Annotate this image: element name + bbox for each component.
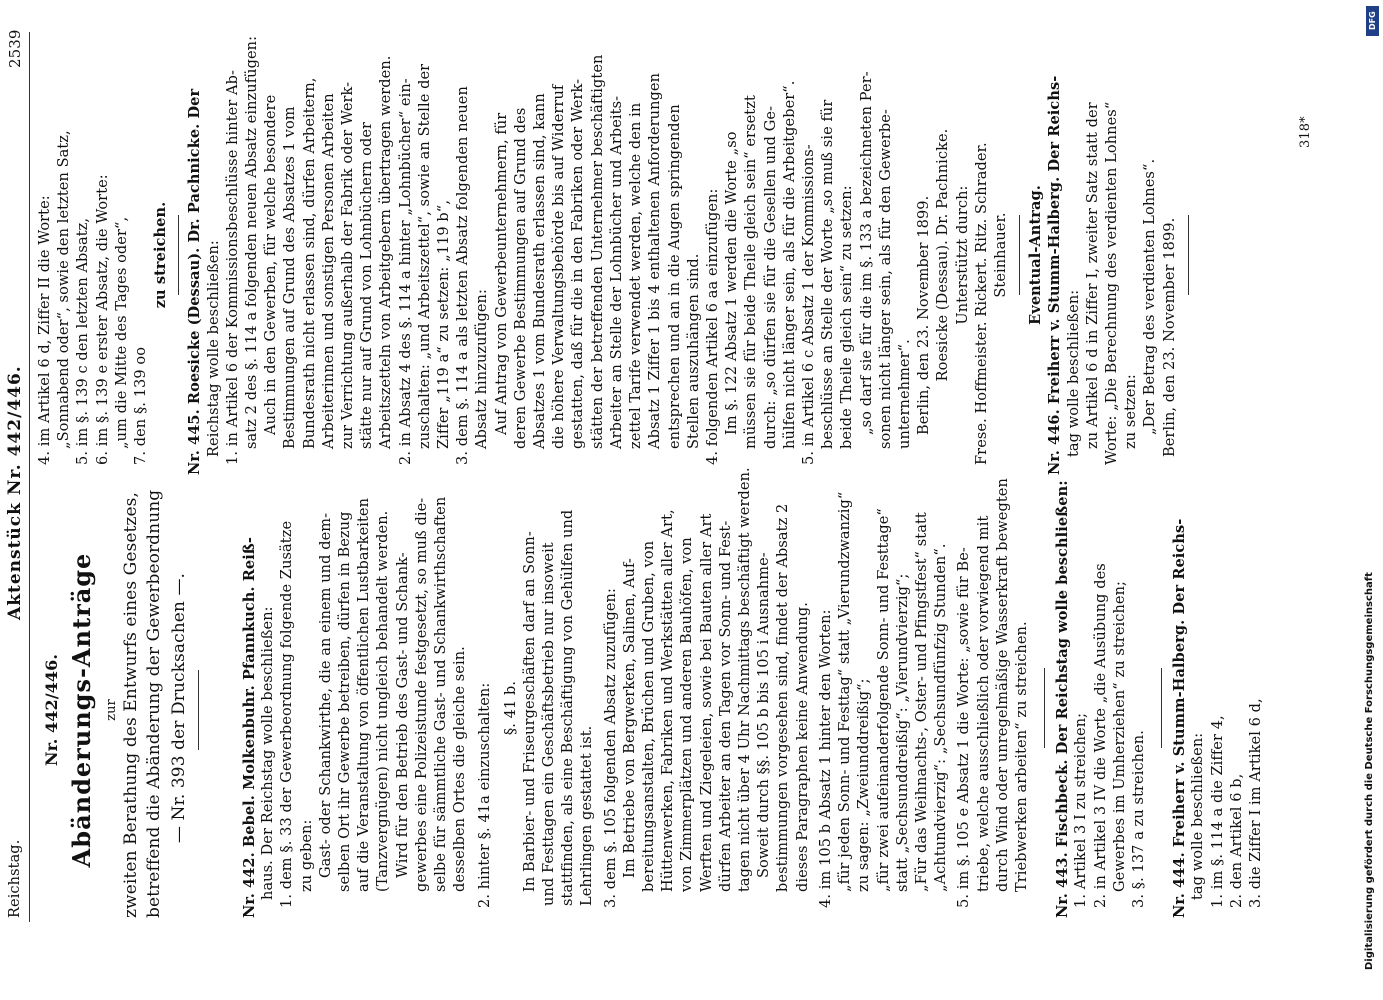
col1-line: Gewerbes im Umherziehen“ zu streichen; [1111,580,1128,892]
title-rule [198,670,199,750]
col2-line: Bestimmungen auf Grund des Absatzes 1 vom [282,106,299,449]
col2-line: stätte nur auf Grund von Lohnbüchern oder [359,121,376,449]
col2-line: Auf Antrag von Gewerbeunternehmern, für [493,112,510,435]
col2-line: Nr. 446. Freiherr v. Stumm-Halberg. Der Reichs- [1046,75,1064,475]
col1-line: tag wolle beschließen: [1190,732,1207,900]
col1-line: Nr. 442. Bebel. Molkenbuhr. Pfannkuch. Reiß- [241,536,258,918]
col1-line: zu sagen: „Zweiunddreißig“; [856,678,873,892]
col2-line: Berlin, den 23. November 1899. [1161,217,1178,457]
col2-line: Steinhauer. [992,212,1009,298]
col2-line: 4. im Artikel 6 d, Ziffer II die Worte: [37,195,53,465]
col1-line: auf die Veranstaltung von öffentlichen Lustbarkeiten [356,497,373,892]
col1-line: 2. hinter §. 41a einzuschalten: [477,682,494,908]
col2-line: 4. folgenden Artikel 6 aa einzufügen: [704,188,721,465]
col2-line: zu streichen. [152,201,170,309]
col1-line: In Barbier- und Friseurgeschäften darf an Sonn- [521,531,538,892]
title-line2: betreffend die Abänderung der Gewerbeordnung [144,489,164,918]
col2-rule [1188,215,1189,295]
col1-line: „Achtundvierzig“: „Sechsundfünfzig Stunden“. [933,543,950,892]
col1-line: 2. den Artikel 6 b, [1228,773,1245,908]
col2-line: Reichstag wolle beschließen: [205,240,222,457]
col2-line: Berlin, den 23. November 1899. [916,195,933,435]
col1-line: Im Betriebe von Bergwerken, Salinen, Auf- [621,558,638,878]
col1-line: „für zwei aufeinanderfolgende Sonn- und Festtage“ [875,508,892,892]
col2-line: „Sonnabend oder“, sowie den letzten Satz, [56,130,73,449]
col1-line: 1. Artikel 3 I zu streichen; [1073,712,1090,908]
col1-line: 3. die Ziffer I im Artikel 6 d, [1247,698,1264,908]
col1-line: selben Ort ihr Gewerbe betreiben, dürfen in Bezug [337,511,354,892]
col2-line: Worte: „Die Berechnung des verdienten Lohnes“ [1103,101,1120,465]
col1-line: 1. dem §. 33 der Gewerbeordnung folgende Zusätze [279,520,296,908]
col2-line: Eventual-Antrag. [1027,185,1045,325]
col2-line: zu Artikel 6 d in Ziffer I, zweiter Satz statt der [1084,102,1101,449]
header-rule [29,32,30,922]
header-left: Reichstag. [7,839,23,918]
col1-line: Lehrlingen gestattet ist. [579,725,596,906]
col1-line: (Tanzvergnügen) nicht ungleich behandelt werden. [375,510,392,892]
col2-line: Arbeitszetteln von Arbeitgebern übertragen werden. [378,55,395,449]
col1-line: Gast- oder Schankwirthe, die an einem und dem- [317,512,334,878]
col2-line: hülfen nicht länger sein, als für die Arbeitgeber“. [781,80,798,449]
col1-line: Soweit durch §§. 105 b bis 105 i Ausnahme- [756,552,773,878]
col1-line: haus. Der Reichstag wolle beschließen: [260,606,277,900]
col1-line: dürfen Arbeiter an den Tagen vor Sonn- und Fest- [717,520,734,892]
col2-line: „so darf sie für die im §. 133 a bezeichneten Per- [858,71,875,435]
col2-line: Ziffer „119 a“ zu setzen: „119 b“, [436,199,453,449]
col2-line: beide Theile gleich sein“ zu setzen: [839,185,856,449]
signature-mark: 318* [1298,116,1313,148]
col2-line: „Der Betrag des verdienten Lohnes“. [1142,158,1159,435]
col1-line: tagen nicht über 4 Uhr Nachmittags beschäftigt werden. [737,467,754,892]
col2-line: stätten der betreffenden Unternehmer beschäftigten [589,54,606,449]
col2-line: müssen sie für beide Theile gleich sein“ ersetzt [743,95,760,449]
col2-line: Absatz 1 Ziffer 1 bis 4 enthaltenen Anforderungen [647,72,664,449]
col1-line: dieses Paragraphen keine Anwendung. [794,602,811,892]
col2-line: Absatz hinzuzufügen: [474,289,491,449]
col2-line: sonen nicht länger sein, als für den Gewerbe- [877,109,894,449]
col1-line: von Zimmerplätzen und anderen Bauhöfen, von [679,537,696,892]
col1-line: statt „Sechsunddreißig“: „Vierundvierzig“; [894,573,911,892]
col1-line: 3. §. 137 a zu streichen. [1130,730,1147,908]
col1-line: durch Wind oder unregelmäßige Wasserkraft bewegten [994,478,1011,892]
col1-line: selbe für sämmtliche Gast- und Schankwirthschaften [433,496,450,892]
col1-line: §. 41 b. [502,680,519,736]
col2-rule [1019,215,1020,295]
col1-rule [1044,668,1045,748]
col2-line: Arbeiterinnen und sonstigen Personen Arbeiten [320,93,337,449]
col1-line: gewerbes eine Polizeistunde festgesetzt, so muß die- [413,497,430,892]
col2-line: zu setzen: [1123,374,1140,449]
col1-line: Nr. 443. Fischbeck. Der Reichstag wolle beschließen: [1054,480,1072,918]
col2-line: zur Verrichtung außerhalb der Fabrik oder Werk- [340,81,357,449]
col1-line: 4. im 105 b Absatz 1 hinter den Worten: [817,609,834,908]
col2-line: satz 2 des §. 114 a folgenden neuen Absatz einzufügen: [244,35,261,449]
col2-rule [178,215,179,295]
col2-line: deren Gewerbe Bestimmungen auf Grund des [512,107,529,449]
col1-line: Hüttenwerken, Fabriken und Werkstätten aller Art, [660,509,677,892]
title-zur: zur [104,699,119,721]
col1-line: bereitungsanstalten, Brüchen und Gruben, von [641,540,658,892]
col1-line: stattfinden, als eine Beschäftigung von Gehülfen und [560,509,577,906]
col2-line: Absatzes 1 vom Bundesrath erlassen sind, kann [532,93,549,449]
header-center: Aktenstück Nr. 442/446. [5,365,25,620]
col2-line: unternehmer“. [896,339,913,449]
digitization-credit: Digitalisierung gefördert durch die Deutsche Forschungsgemeinschaft [1364,572,1375,970]
col2-line: Roesicke (Dessau). Dr. Pachnicke. [935,128,952,382]
title-line3: — Nr. 393 der Drucksachen —. [169,572,189,844]
col2-line: Arbeiter an Stelle der Lohnbücher und Arbeits- [608,95,625,449]
col1-line: 2. in Artikel 3 IV die Worte „die Ausübung des [1092,563,1109,908]
col2-line: Stellen auszuhängen sind. [685,253,702,449]
title-heading: Abänderungs-Anträge [67,552,96,868]
col2-line: zettel Tarife verwendet werden, welche den in [628,102,645,449]
col1-line: Werften und Ziegeleien, sowie bei Bauten aller Art [698,513,715,892]
col1-line: Wird für den Betrieb des Gast- und Schank- [394,552,411,878]
col2-line: tag wolle beschließen: [1065,289,1082,457]
col1-line: Nr. 444. Freiherr v. Stumm-Halberg. Der Reichs- [1171,518,1189,918]
col1-line: bestimmungen vorgesehen sind, findet der Absatz 2 [775,503,792,892]
col2-line: „um die Mitte des Tages oder“, [113,216,130,449]
col1-line: 5. im §. 105 e Absatz 1 die Worte: „sowie für Be- [956,547,973,908]
col2-line: Nr. 445. Roesicke (Dessau). Dr. Pachnicke. Der [186,88,204,475]
col1-line: triebe, welche ausschließlich oder vorwiegend mit [975,515,992,892]
col1-line: desselben Ortes die gleiche sein. [452,646,469,892]
col2-line: entsprechen und an in die Augen springenden [666,104,683,449]
col2-line: zuschalten: „und Arbeitszettel“, sowie an Stelle der [416,63,433,449]
col1-rule [1161,668,1162,748]
col2-line: gestatten, daß für die in den Fabriken oder Werk- [570,78,587,449]
col1-line: 1. im §. 114 a die Ziffer 4, [1209,715,1226,908]
title-line1: zweiten Berathung des Entwurfs eines Gesetzes, [121,492,141,918]
col2-line: 5. im §. 139 c den letzten Absatz, [75,217,92,465]
col1-line: und Festtagen ein Geschäftsbetrieb nur insoweit [541,542,558,906]
col1-line: zu geben: [298,819,315,892]
col2-line: 3. dem §. 114 a als letzten Absatz folgenden neuen [455,86,472,465]
column-left [240,467,1266,918]
col1-line: „Für das Weihnachts-, Oster- und Pfingstfest“ statt [913,512,930,892]
dfg-logo-icon: DFG [1366,6,1379,36]
col2-line: 1. in Artikel 6 der Kommissionsbeschlüsse hinter Ab- [224,69,241,465]
page-number: 2539 [6,29,24,68]
col1-line: „für jeden Sonn- und Festtag“ statt „Vierundzwanzig“ [837,491,854,892]
col2-line: Bundesrath nicht erlassen sind, dürfen Arbeitern, [301,77,318,449]
col2-line: beschlüsse an Stelle der Worte „so muß sie für [820,99,837,449]
col2-line: 5. in Artikel 6 c Absatz 1 der Kommissions- [800,144,817,465]
col2-line: Auch in den Gewerben, für welche besondere [263,94,280,435]
col2-line: 2. in Absatz 4 des §. 114 a hinter „Lohnbücher“ ein- [397,78,414,465]
col2-line: Frese. Hoffmeister. Rickert. Ritz. Schrader. [973,142,990,465]
column-right [36,35,1195,475]
title-number: Nr. 442/446. [42,653,61,767]
col2-line: durch: „so dürfen sie für die Gesellen und Ge- [762,105,779,449]
col1-line: Triebwerken arbeiten“ zu streichen. [1013,621,1030,892]
col2-line: 6. im §. 139 e erster Absatz, die Worte: [94,174,111,465]
col2-line: 7. den §. 139 oo [133,346,150,465]
col2-line: Im §. 122 Absatz 1 werden die Worte „so [724,131,741,435]
col2-line: die höhere Verwaltungsbehörde bis auf Widerruf [551,84,568,449]
col1-line: 3. dem §. 105 folgenden Absatz zuzufügen: [602,588,619,908]
col2-line: Unterstützt durch: [954,185,971,325]
